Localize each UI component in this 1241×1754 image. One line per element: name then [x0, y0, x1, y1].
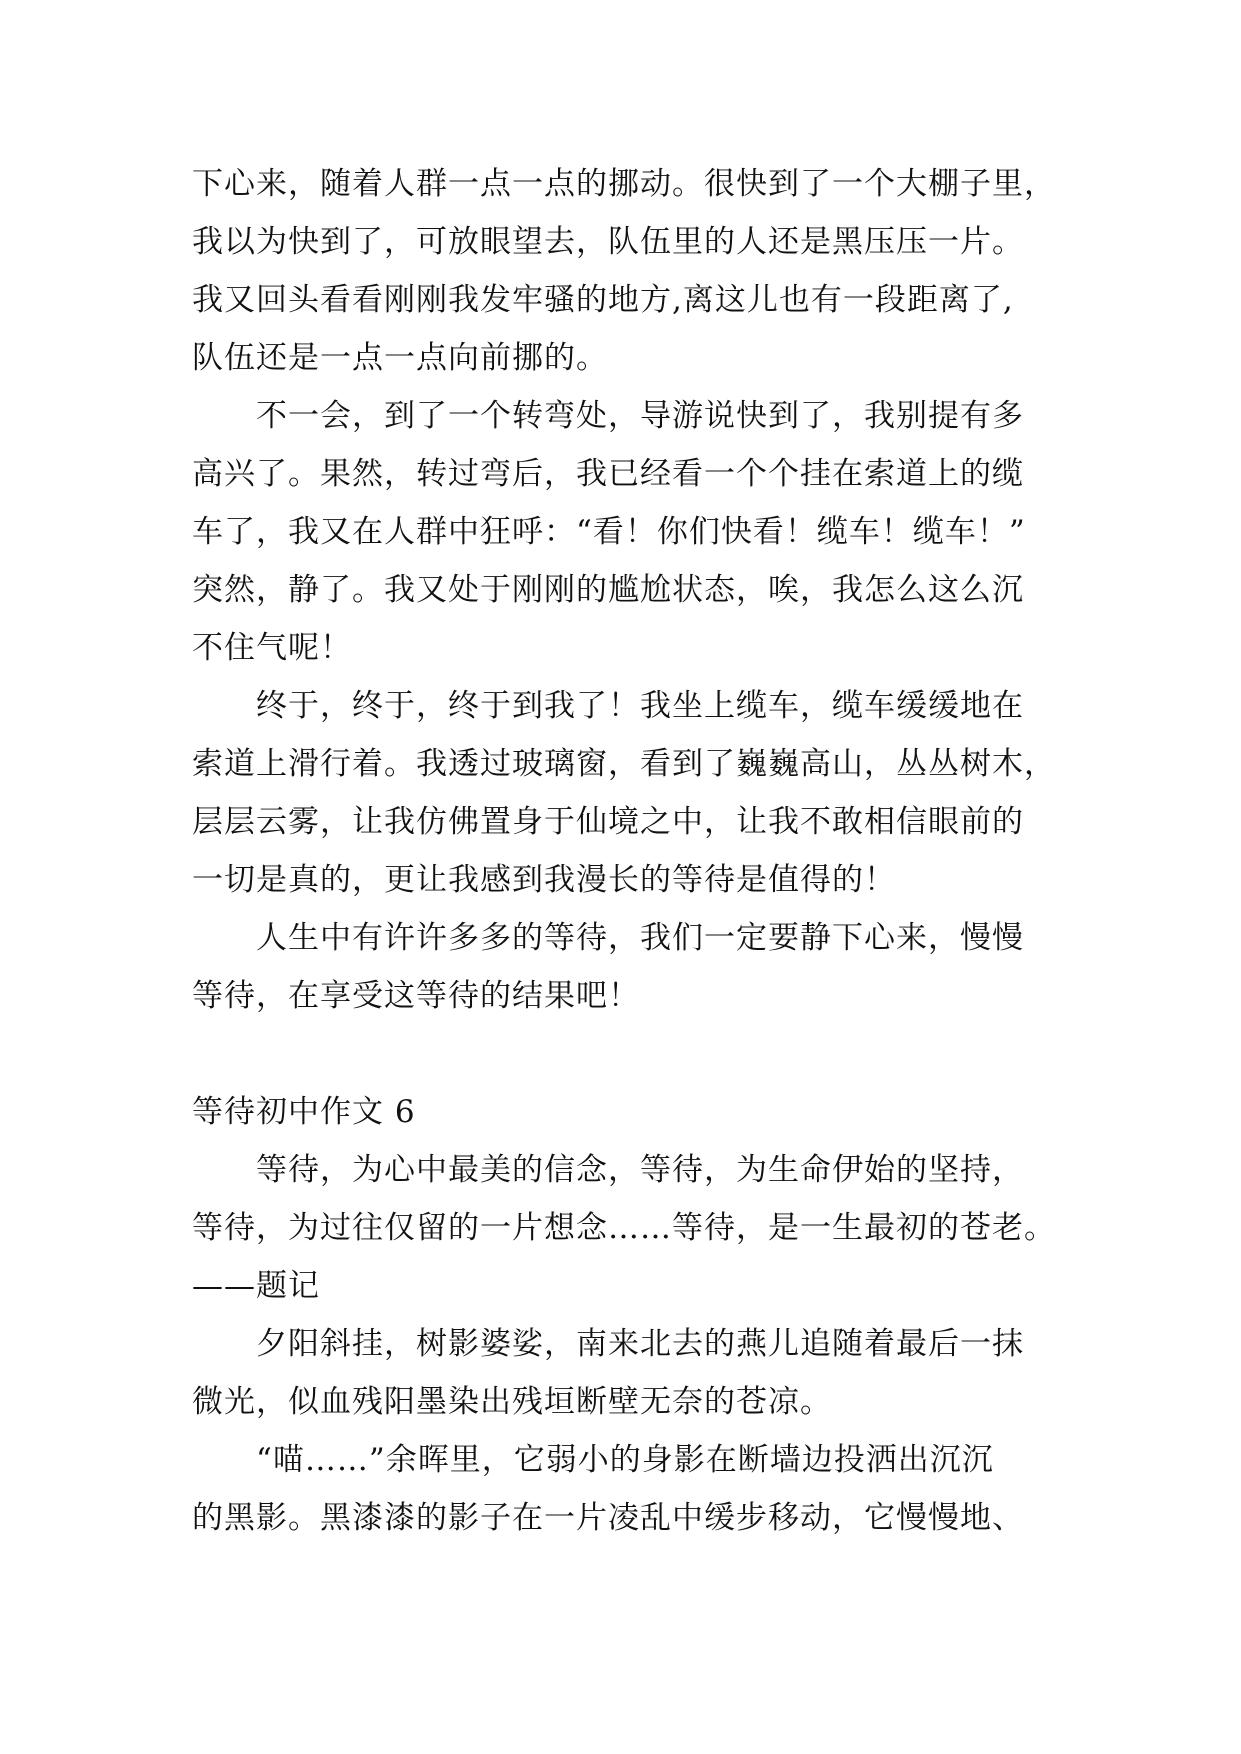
text-line: 不住气呢！: [192, 630, 352, 666]
text-line: 层层云雾，让我仿佛置身于仙境之中，让我不敢相信眼前的: [192, 804, 1024, 840]
text-line: 一切是真的，更让我感到我漫长的等待是值得的！: [192, 862, 896, 898]
text-line: 索道上滑行着。我透过玻璃窗，看到了巍巍高山，丛丛树木，: [192, 746, 1056, 782]
section-title: 等待初中作文 6: [192, 1094, 416, 1130]
text-line: 突然，静了。我又处于刚刚的尴尬状态，唉，我怎么这么沉: [192, 572, 1024, 608]
text-line: 微光，似血残阳墨染出残垣断壁无奈的苍凉。: [192, 1384, 832, 1420]
text-line: 我又回头看看刚刚我发牢骚的地方,离这儿也有一段距离了,: [192, 282, 1014, 318]
text-line: 夕阳斜挂，树影婆娑，南来北去的燕儿追随着最后一抹: [192, 1326, 1024, 1362]
text-line: 的黑影。黑漆漆的影子在一片凌乱中缓步移动，它慢慢地、: [192, 1500, 1024, 1536]
text-line: “喵……”余晖里，它弱小的身影在断墙边投洒出沉沉: [192, 1442, 994, 1478]
text-line: 等待，在享受这等待的结果吧！: [192, 978, 640, 1014]
text-line: 我以为快到了，可放眼望去，队伍里的人还是黑压压一片。: [192, 224, 1024, 260]
text-line: 终于，终于，终于到我了！我坐上缆车，缆车缓缓地在: [192, 688, 1024, 724]
text-line: 车了，我又在人群中狂呼：“看！你们快看！缆车！缆车！”: [192, 514, 1026, 550]
text-line: 高兴了。果然，转过弯后，我已经看一个个挂在索道上的缆: [192, 456, 1024, 492]
text-line: 等待，为心中最美的信念，等待，为生命伊始的坚持，: [192, 1152, 1024, 1188]
text-line: 队伍还是一点一点向前挪的。: [192, 340, 608, 376]
text-line: ——题记: [192, 1268, 320, 1304]
text-line: 不一会，到了一个转弯处，导游说快到了，我别提有多: [192, 398, 1024, 434]
text-line: 下心来，随着人群一点一点的挪动。很快到了一个大棚子里，: [192, 166, 1056, 202]
text-line: 人生中有许许多多的等待，我们一定要静下心来，慢慢: [192, 920, 1024, 956]
text-line: 等待，为过往仅留的一片想念……等待，是一生最初的苍老。: [192, 1210, 1056, 1246]
